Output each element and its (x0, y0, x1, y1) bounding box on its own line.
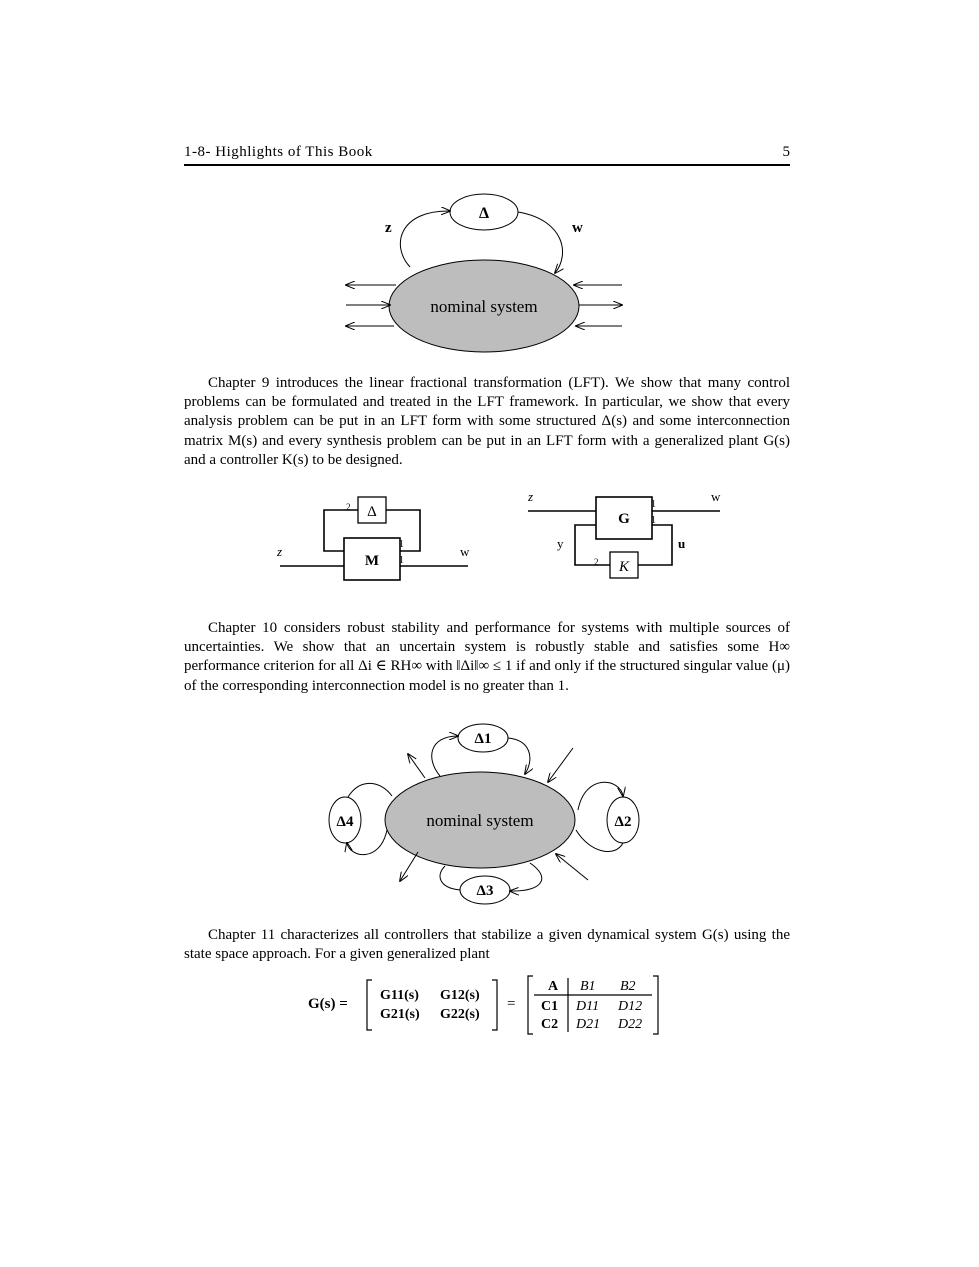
m-box-label: M (364, 553, 380, 569)
u-label: u (678, 536, 686, 551)
svg-text:1: 1 (399, 555, 404, 566)
page-number: 5 (782, 144, 790, 160)
z-label-left: z (277, 544, 283, 559)
svg-text:D11: D11 (576, 999, 600, 1014)
svg-text:C2: C2 (541, 1017, 559, 1032)
svg-text:1: 1 (651, 515, 656, 526)
nominal-system-label-2: nominal system (426, 811, 534, 830)
running-header (184, 140, 790, 166)
svg-text:G22(s): G22(s) (440, 1007, 480, 1022)
svg-text:A: A (548, 979, 559, 994)
svg-text:D21: D21 (576, 1017, 601, 1032)
delta2-label: Δ2 (614, 814, 632, 830)
z-label-right: z (528, 489, 534, 504)
k-box-label: K (618, 559, 630, 575)
delta4-label: Δ4 (336, 814, 354, 830)
w-label: w (572, 220, 583, 236)
section-title: 1-8- Highlights of This Book (184, 144, 373, 160)
svg-text:G21(s): G21(s) (380, 1007, 420, 1022)
svg-text:D12: D12 (618, 999, 643, 1014)
y-label: y (557, 536, 564, 551)
paragraph-chapter-10: Chapter 10 considers robust stability and performance for systems with multiple sources of uncertainties. We show that an uncertain system is robustly stable and satisfies some H∞ performance criterion for all Δi ∈ RH∞ with ‖Δi‖∞ ≤ 1 if and only if the structured singular value (μ) of the corresponding interconnection model is no greater than 1. (184, 620, 790, 694)
w-label-left: w (460, 544, 470, 559)
svg-text:=: = (507, 996, 516, 1012)
svg-text:C1: C1 (541, 999, 559, 1014)
svg-text:D22: D22 (618, 1017, 643, 1032)
delta3-label: Δ3 (476, 883, 494, 899)
g-box-label: G (618, 511, 630, 527)
paragraph-chapter-9: Chapter 9 introduces the linear fractional transformation (LFT). We show that many control problems can be formulated and treated in the LFT framework. In particular, we show that every analysis problem can be put in an LFT form with some structured Δ(s) and some interconnection matrix M(s) and every synthesis problem can be put in an LFT form with a generalized plant G(s) and a controller K(s) to be designed. (184, 375, 790, 468)
delta-label: Δ (478, 205, 490, 222)
eq-lhs: G(s) = (308, 996, 348, 1012)
svg-text:1: 1 (651, 499, 656, 510)
delta1-label: Δ1 (474, 731, 492, 747)
paragraph-chapter-11: Chapter 11 characterizes all controllers that stabilize a given dynamical system G(s) using the state space approach. For a given generalized plant (184, 927, 790, 963)
delta-box-label: Δ (367, 504, 377, 520)
generalized-plant-equation (300, 972, 680, 1040)
figure-lft-forms (270, 485, 730, 585)
svg-text:G12(s): G12(s) (440, 988, 480, 1003)
z-label: z (385, 220, 392, 236)
svg-text:B1: B1 (580, 979, 596, 994)
figure-lft-loop (330, 185, 640, 360)
svg-text:2: 2 (346, 502, 351, 512)
svg-text:G11(s): G11(s) (380, 988, 419, 1003)
svg-text:B2: B2 (620, 979, 636, 994)
svg-text:1: 1 (399, 539, 404, 550)
nominal-system-label: nominal system (430, 297, 538, 316)
w-label-right: w (711, 489, 721, 504)
svg-text:2: 2 (594, 557, 599, 567)
figure-multiple-uncertainties (320, 718, 650, 918)
